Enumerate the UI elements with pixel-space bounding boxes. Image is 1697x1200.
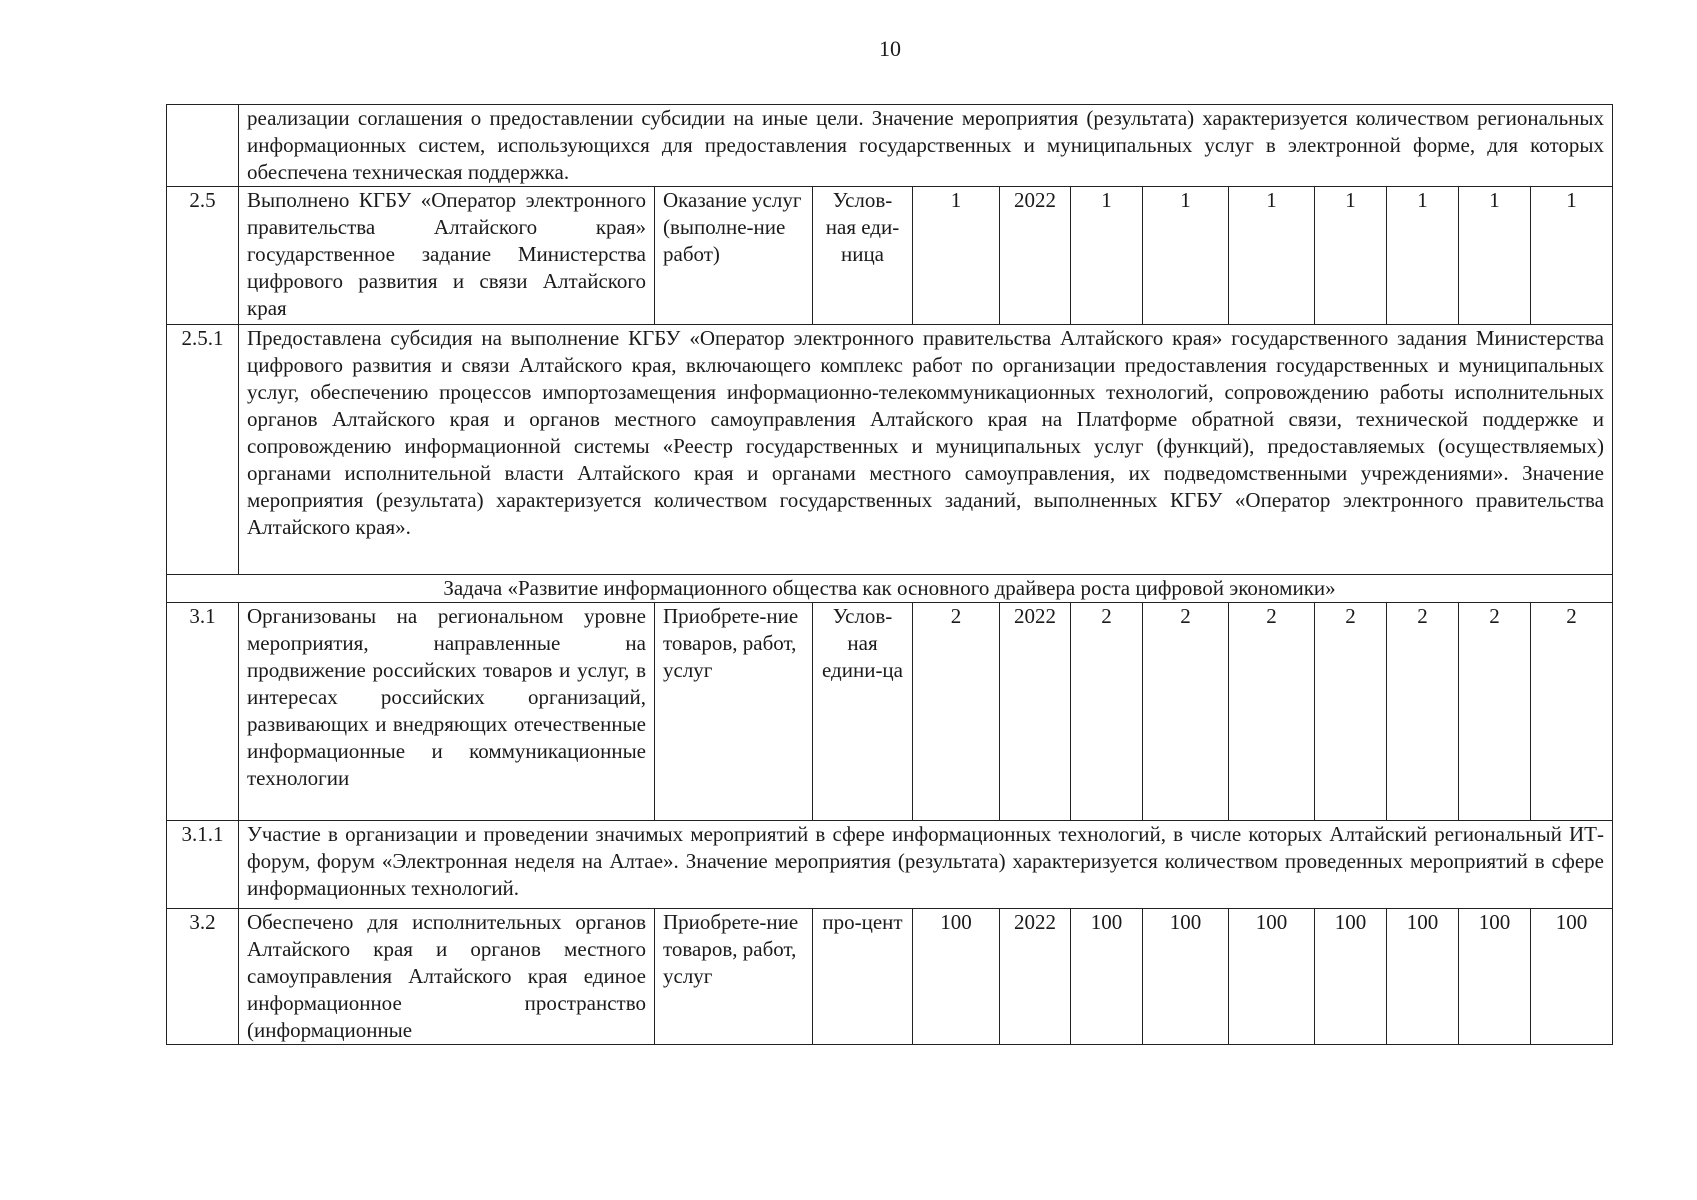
base-year: 2022 (1000, 187, 1071, 325)
target-value: 100 (1459, 909, 1531, 1045)
row-number-cell: 3.1 (167, 603, 239, 821)
target-value: 1 (1459, 187, 1531, 325)
target-value: 2 (1143, 603, 1229, 821)
measure-type: Оказание услуг (выполне-ние работ) (655, 187, 813, 325)
row-description: Участие в организации и проведении значимых мероприятий в сфере информационных технологий, в числе которых Алтайский региональный ИТ-форум, форум «Электронная неделя на Алтае». Значение мероприятия (результата) характеризуется количеством проведенных мероприятий в сфере информационных технологий. (239, 821, 1613, 909)
row-number-cell: 3.2 (167, 909, 239, 1045)
target-value: 100 (1143, 909, 1229, 1045)
base-year: 2022 (1000, 909, 1071, 1045)
measure-unit: Услов-ная еди-ница (813, 187, 913, 325)
row-description: Предоставлена субсидия на выполнение КГБУ «Оператор электронного правительства Алтайского края» государственного задания Министерства цифрового развития и связи Алтайского края, включающего комплекс работ по организации предоставления государственных и муниципальных услуг, обеспечению процессов импортозамещения информационно-телекоммуникационных технологий, сопровождению работы исполнительных органов Алтайского края и органов местного самоуправления Алтайского края на Платформе обратной связи, технической поддержке и сопровождению информационной системы «Реестр государственных и муниципальных услуг (функций), предоставляемых (осуществляемых) органами исполнительной власти Алтайского края и органами местного самоуправления, их подведомственными учреждениями». Значение мероприятия (результата) характеризуется количеством государственных заданий, выполненных КГБУ «Оператор электронного правительства Алтайского края». (239, 325, 1613, 575)
table-row (167, 187, 1613, 325)
target-value: 100 (1531, 909, 1613, 1045)
target-value: 2 (1071, 603, 1143, 821)
target-value: 2 (1531, 603, 1613, 821)
target-value: 100 (1315, 909, 1387, 1045)
row-number-cell (167, 105, 239, 187)
target-value: 1 (1143, 187, 1229, 325)
table-row (167, 821, 1613, 909)
measures-table (166, 104, 1613, 1045)
target-value: 100 (1387, 909, 1459, 1045)
table-row (167, 603, 1613, 821)
measure-name: Выполнено КГБУ «Оператор электронного правительства Алтайского края» государственное задание Министерства цифрового развития и связи Алтайского края (239, 187, 655, 325)
base-year: 2022 (1000, 603, 1071, 821)
table-row (167, 325, 1613, 575)
table-row (167, 105, 1613, 187)
page-number: 10 (879, 36, 901, 61)
row-number-cell: 2.5.1 (167, 325, 239, 575)
table-row (167, 909, 1613, 1045)
target-value: 1 (1387, 187, 1459, 325)
task-heading: Задача «Развитие информационного общества как основного драйвера роста цифровой экономики» (167, 575, 1613, 603)
base-value: 2 (913, 603, 1000, 821)
measure-unit: Услов-ная едини-ца (813, 603, 913, 821)
target-value: 2 (1459, 603, 1531, 821)
row-number-cell: 2.5 (167, 187, 239, 325)
target-value: 1 (1071, 187, 1143, 325)
row-number-cell: 3.1.1 (167, 821, 239, 909)
base-value: 100 (913, 909, 1000, 1045)
target-value: 2 (1229, 603, 1315, 821)
target-value: 2 (1387, 603, 1459, 821)
target-value: 100 (1229, 909, 1315, 1045)
target-value: 100 (1071, 909, 1143, 1045)
table-row (167, 575, 1613, 603)
measure-type: Приобрете-ние товаров, работ, услуг (655, 909, 813, 1045)
measure-name: Обеспечено для исполнительных органов Алтайского края и органов местного самоуправления Алтайского края единое информационное пространство (информационные (239, 909, 655, 1045)
measure-unit: про-цент (813, 909, 913, 1045)
row-description: реализации соглашения о предоставлении субсидии на иные цели. Значение мероприятия (результата) характеризуется количеством региональных информационных систем, использующихся для предоставления государственных и муниципальных услуг в электронной форме, для которых обеспечена техническая поддержка. (239, 105, 1613, 187)
measure-name: Организованы на региональном уровне мероприятия, направленные на продвижение российских товаров и услуг, в интересах российских организаций, развивающих и внедряющих отечественные информационные и коммуникационные технологии (239, 603, 655, 821)
target-value: 1 (1229, 187, 1315, 325)
target-value: 1 (1531, 187, 1613, 325)
target-value: 2 (1315, 603, 1387, 821)
measure-type: Приобрете-ние товаров, работ, услуг (655, 603, 813, 821)
base-value: 1 (913, 187, 1000, 325)
target-value: 1 (1315, 187, 1387, 325)
